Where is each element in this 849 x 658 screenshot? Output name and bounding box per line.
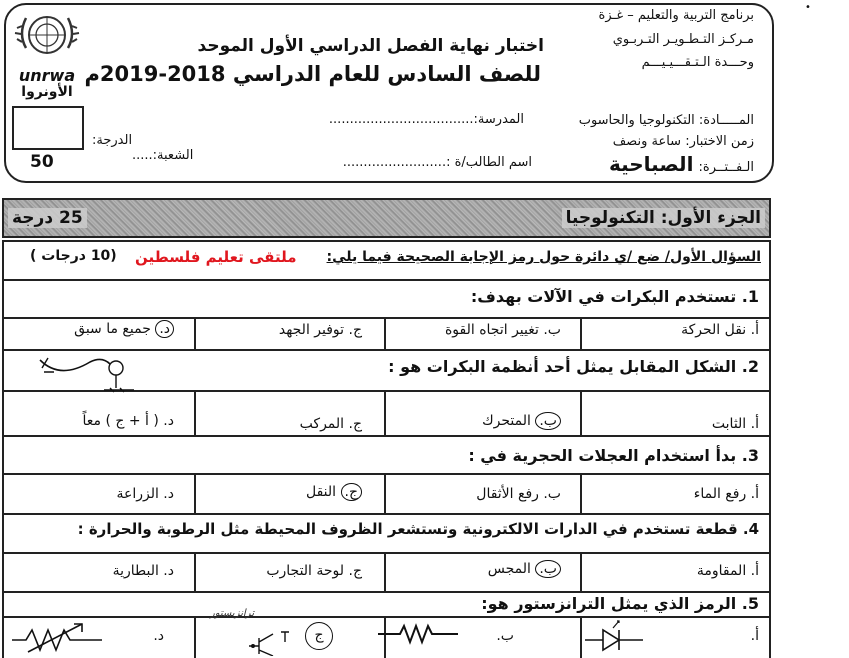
q2-option-b[interactable] [482, 412, 561, 430]
handwritten-note: ترانزيستور [210, 608, 255, 619]
resistor-symbol-icon [378, 620, 458, 650]
subject-field: المـــــادة: التكنولوجيا والحاسوب [578, 113, 754, 128]
question-5-text: 5. الرمز الذي يمثل الترانزستور هو: [481, 594, 759, 613]
q5-option-d[interactable]: د. [153, 628, 164, 644]
q2-option-a[interactable]: أ. الثابت [711, 416, 759, 432]
logo-text-latin: unrwa [18, 66, 76, 85]
q3-option-c-label: النقل [305, 484, 341, 500]
question-1-text: 1. تستخدم البكرات في الآلات بهدف: [470, 287, 759, 306]
org-line-1: برنامج التربية والتعليم – غـزة [598, 8, 754, 23]
q5-option-b[interactable]: ب. [496, 628, 514, 644]
q5-option-a[interactable]: أ. [750, 628, 759, 644]
q1-option-d-label: جميع ما سبق [74, 321, 156, 337]
total-score: 50 [30, 152, 54, 172]
section-bar [2, 198, 771, 238]
q3-answer-circle: ج. [341, 483, 363, 501]
q4-option-b-label: المجس [487, 561, 536, 577]
grade-box[interactable] [12, 106, 84, 150]
q1-option-b[interactable]: ب. تغيير اتجاه القوة [444, 322, 561, 338]
q3-option-d[interactable]: د. الزراعة [116, 486, 174, 502]
variable-resistor-symbol-icon [12, 620, 102, 654]
period-row [609, 152, 754, 176]
q4-option-c[interactable]: ج. لوحة التجارب [266, 563, 362, 579]
student-name-field: اسم الطالب/ة :......................... [342, 155, 532, 170]
question-4-text: 4. قطعة تستخدم في الدارات الالكترونية وتستشعر الظروف المحيطة مثل الرطوبة والحرارة : [77, 520, 759, 538]
period-label: الـفــتــرة: [698, 160, 754, 175]
un-emblem-icon [12, 8, 82, 64]
period-value: الصباحية [608, 152, 694, 176]
led-symbol-icon [585, 618, 645, 658]
q1-option-a[interactable]: أ. نقل الحركة [681, 322, 759, 338]
q4-option-a[interactable]: أ. المقاومة [696, 563, 759, 579]
q2-option-c[interactable]: ج. المركب [299, 416, 362, 432]
transistor-symbol-icon [245, 626, 305, 656]
q3-option-a[interactable]: أ. رفع الماء [693, 486, 759, 502]
q4-option-b[interactable] [488, 560, 561, 578]
q4-option-d[interactable]: د. البطارية [112, 563, 174, 579]
unrwa-logo [12, 8, 82, 98]
org-line-2: مـركـز التـطـويـر التـربـوي [612, 32, 754, 47]
q1-option-d[interactable] [74, 320, 174, 338]
section-title: الجزء الأول: التكنولوجيا [562, 208, 765, 228]
section-field: الشعبة:..... [132, 148, 194, 163]
question-instruction: السؤال الأول/ ضع /ي دائرة حول رمز الإجابة الصحيحة فيما يلي: [326, 249, 761, 265]
logo-text-arabic: الأونروا [21, 84, 73, 100]
org-line-3: وحـــدة الـتـقـــيـيـــم [641, 55, 754, 70]
q4-answer-circle: ب. [535, 560, 561, 578]
q1-option-c[interactable]: ج. توفير الجهد [278, 322, 362, 338]
question-2-text: 2. الشكل المقابل يمثل أحد أنظمة البكرات هو : [388, 357, 759, 376]
q2-option-d[interactable]: د. ( أ + ج ) معاً [82, 413, 174, 429]
question-3-text: 3. بدأ استخدام العجلات الحجرية في : [468, 446, 759, 465]
watermark-text: ملتقى تعليم فلسطين [135, 248, 297, 266]
corner-mark: • [805, 2, 811, 13]
question-points: (10 درجات ) [30, 248, 117, 264]
section-points: 25 درجة [8, 208, 87, 228]
grade-label: الدرجة: [92, 133, 133, 148]
duration-field: زمن الاختبار: ساعة ونصف [612, 134, 754, 149]
q5-option-c-label: ج [314, 627, 324, 643]
school-field: المدرسة:................................... [328, 112, 524, 127]
q3-option-b[interactable]: ب. رفع الأثقال [476, 486, 561, 502]
pulley-system-icon [30, 350, 140, 396]
q5-option-c[interactable] [305, 622, 333, 650]
q3-option-c[interactable] [306, 483, 362, 501]
q1-answer-circle: د. [155, 320, 174, 338]
q2-answer-circle: ب. [535, 412, 561, 430]
q2-option-b-label: المتحرك [482, 413, 536, 429]
exam-title: اختبار نهاية الفصل الدراسي الأول الموحد [197, 36, 544, 56]
grade-year: للصف السادس للعام الدراسي 2018-2019م [84, 62, 541, 86]
